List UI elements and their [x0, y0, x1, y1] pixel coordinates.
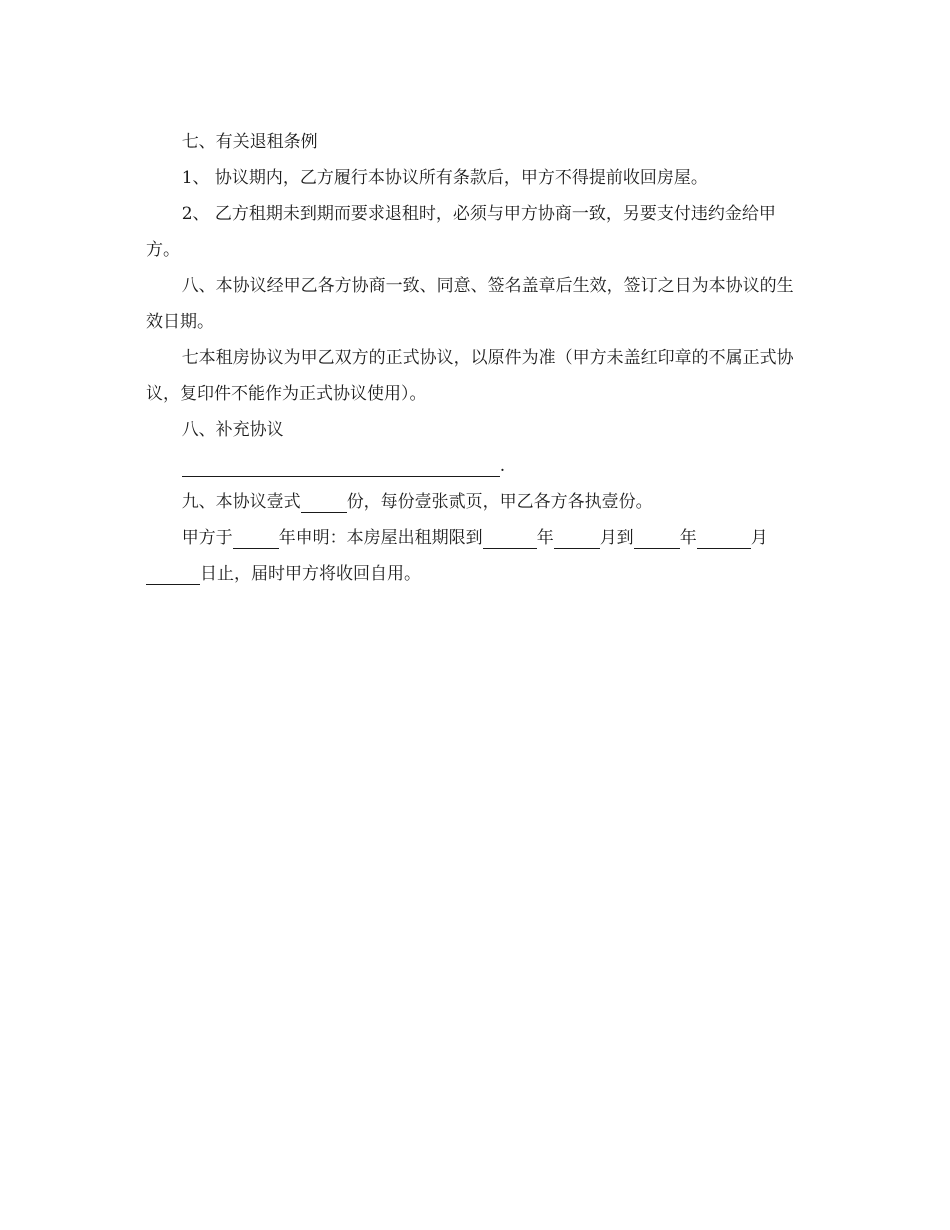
declaration-text-7: 日止，届时甲方将收回自用。 [200, 564, 421, 584]
declaration-text-6: 月 [750, 528, 768, 548]
declare-year-blank [233, 526, 279, 549]
declaration-text-1: 甲方于 [181, 528, 233, 548]
clause-1: 1、 协议期内，乙方履行本协议所有条款后，甲方不得提前收回房屋。 [181, 168, 708, 188]
clause-2: 2、 乙方租期未到期而要求退租时，必须与甲方协商一致，另要支付违约金给甲方。 [146, 204, 776, 260]
section-9-part2: 份，每份壹张贰页，甲乙各方各执壹份。 [346, 492, 653, 512]
lease-declaration [146, 520, 808, 592]
end-year-blank [483, 526, 537, 549]
declaration-text-4: 月到 [599, 528, 634, 548]
section-9-copies [146, 484, 808, 520]
supplement-title: 八、补充协议 [181, 420, 284, 440]
declaration-text-3: 年 [536, 528, 554, 548]
section-9-part1: 九、本协议壹式 [181, 492, 301, 512]
section-8-effective: 八、本协议经甲乙各方协商一致、同意、签名盖章后生效，签订之日为本协议的生效日期。 [146, 276, 794, 332]
supplement-blank [182, 454, 500, 477]
document-body [146, 124, 808, 592]
section-7-title: 七、有关退租条例 [181, 132, 318, 152]
section-7b-official: 七本租房协议为甲乙双方的正式协议，以原件为准（甲方未盖红印章的不属正式协议，复印件不能作为正式协议使用）。 [146, 348, 794, 404]
supplement-end: . [499, 456, 506, 476]
supplement-line [146, 448, 808, 484]
declaration-text-2: 年申明：本房屋出租期限到 [278, 528, 483, 548]
copies-blank [301, 490, 347, 513]
end-month-blank [554, 526, 600, 549]
until-month-blank [697, 526, 751, 549]
declaration-text-5: 年 [679, 528, 697, 548]
until-year-blank [634, 526, 680, 549]
until-day-blank [146, 562, 200, 585]
